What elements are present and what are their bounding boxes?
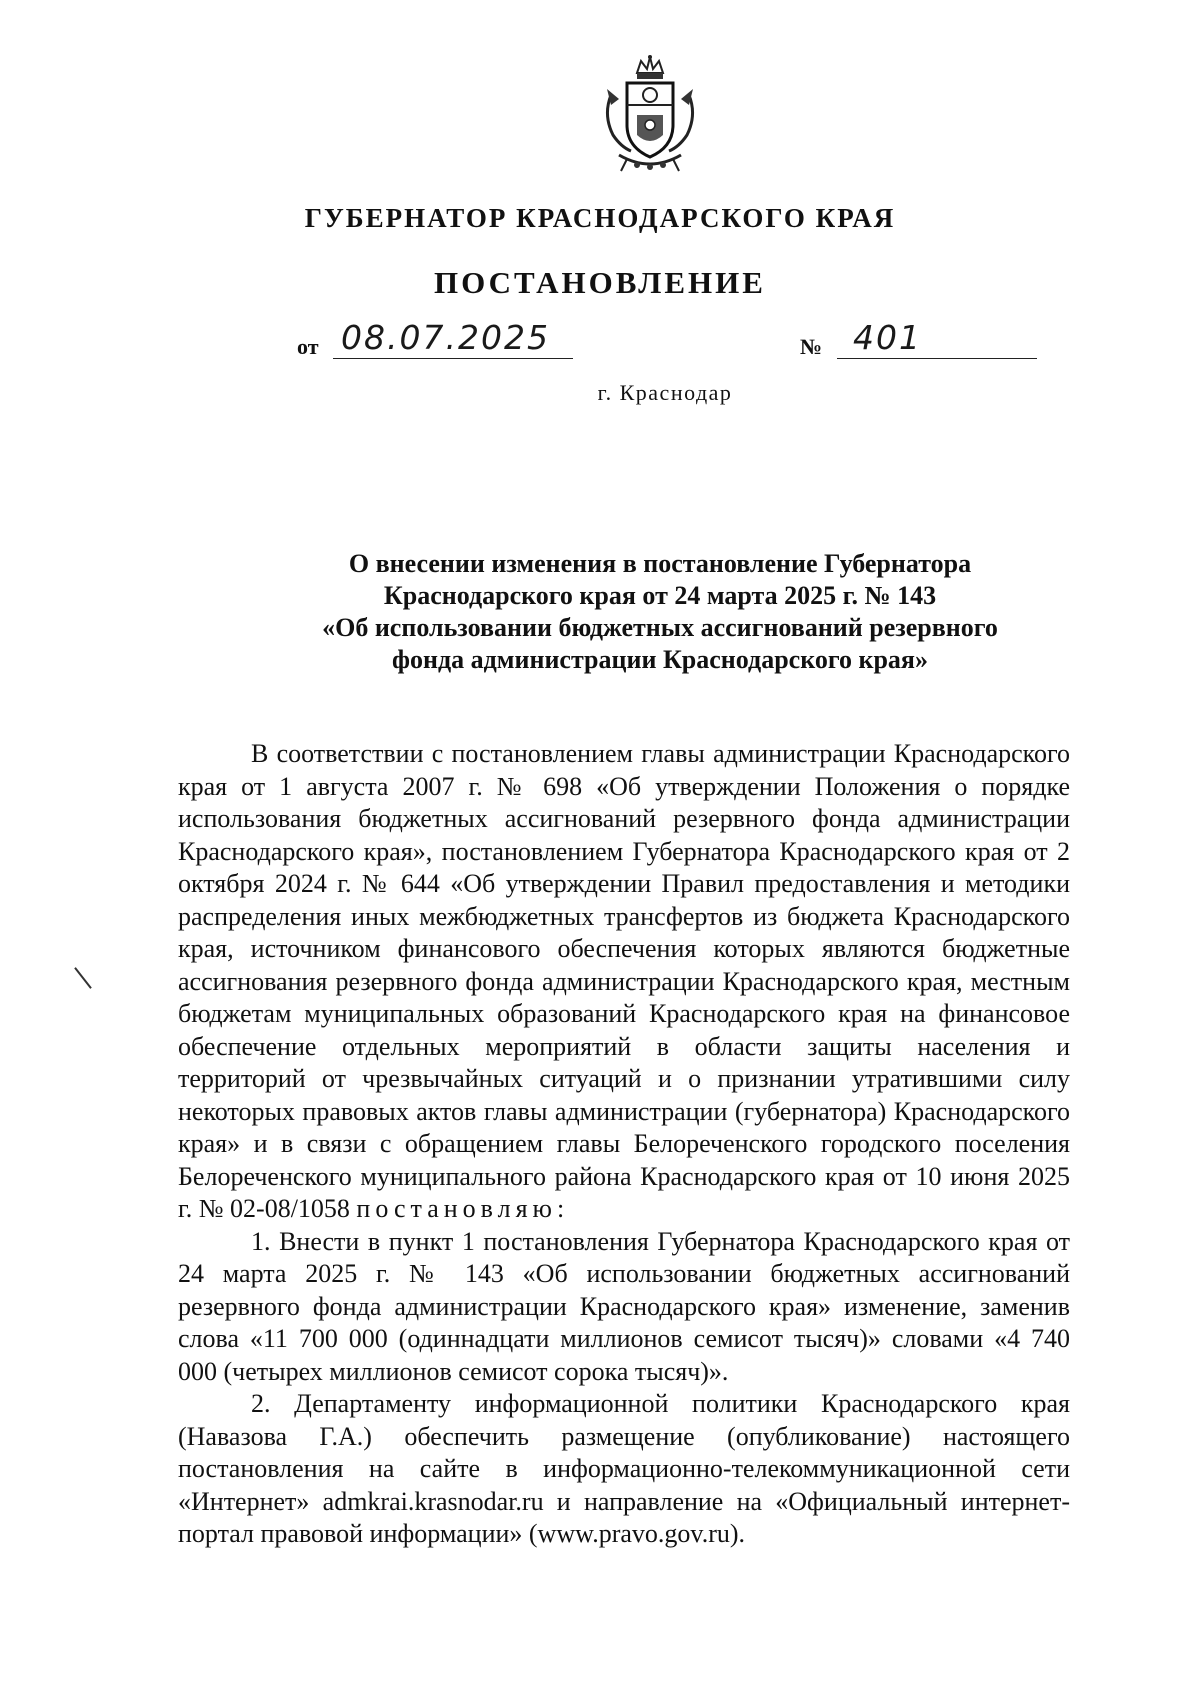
clause-2-paragraph: 2. Департаменту информационной политики Краснодарского края (Навазова Г.А.) обеспечить размещение (опубликование) настоящего постановления на сайте в информационно-телекоммуникационной сети «Интернет» admkrai.krasnodar.ru и направление на «Официальный интернет-портал правовой информации» (www.pravo.gov.ru). — [178, 1389, 1070, 1548]
coat-of-arms-emblem — [597, 55, 703, 175]
document-body — [178, 738, 1070, 1551]
date-number-line — [297, 320, 997, 366]
title-line: фонда администрации Краснодарского края» — [392, 645, 928, 674]
number-label: № — [800, 334, 823, 359]
date-field — [333, 320, 573, 359]
number-value: 401 — [853, 318, 922, 357]
issuing-authority: ГУБЕРНАТОР КРАСНОДАРСКОГО КРАЯ — [304, 203, 896, 233]
date-label: от — [297, 334, 319, 359]
title-line: О внесении изменения в постановление Губернатора — [348, 549, 972, 578]
document-title — [300, 548, 1020, 676]
number-field — [837, 320, 1037, 359]
title-line: Краснодарского края от 24 марта 2025 г. № 143 — [383, 581, 937, 610]
title-line: «Об использовании бюджетных ассигнований резервного — [322, 613, 998, 642]
date-value: 08.07.2025 — [341, 318, 550, 357]
document-type: ПОСТАНОВЛЕНИЕ — [434, 265, 766, 300]
clause-1-paragraph: 1. Внести в пункт 1 постановления Губернатора Краснодарского края от 24 марта 2025 г. № 143 «Об использовании бюджетных ассигнований резервного фонда администрации Краснодарского края» изменение, заменив слова «11 700 000 (одиннадцати миллионов семисот тысяч)» словами «4 740 000 (четырех миллионов семисот сорока тысяч)». — [178, 1226, 1070, 1386]
city-line: г. Краснодар — [597, 380, 733, 405]
decree-word: постановляю: — [356, 1194, 570, 1223]
preamble-text: В соответствии с постановлением главы администрации Краснодарского края от 1 августа 2007 г. № 698 «Об утверждении Положения о порядке использования бюджетных ассигнований резервного фонда администрации Краснодарского края», постановлением Губернатора Краснодарского края от 2 октября 2024 г. № 644 «Об утверждении Правил предоставления и методики распределения иных межбюджетных трансфертов из бюджета Краснодарского края, источником финансового обеспечения которых являются бюджетные ассигнования резервного фонда администрации Краснодарского края, местным бюджетам муниципальных образований Краснодарского края на финансовое обеспечение отдельных мероприятий в области защиты населения и территорий от чрезвычайных ситуаций и о признании утратившими силу некоторых правовых актов главы администрации (губернатора) Краснодарского края» и в связи с обращением главы Белореченского городского поселения Белореченского муниципального района Краснодарского края от 10 июня 2025 г. № 02-08/1058 — [178, 739, 1070, 1223]
margin-pen-mark — [74, 967, 92, 989]
preamble-paragraph — [178, 738, 1070, 1226]
